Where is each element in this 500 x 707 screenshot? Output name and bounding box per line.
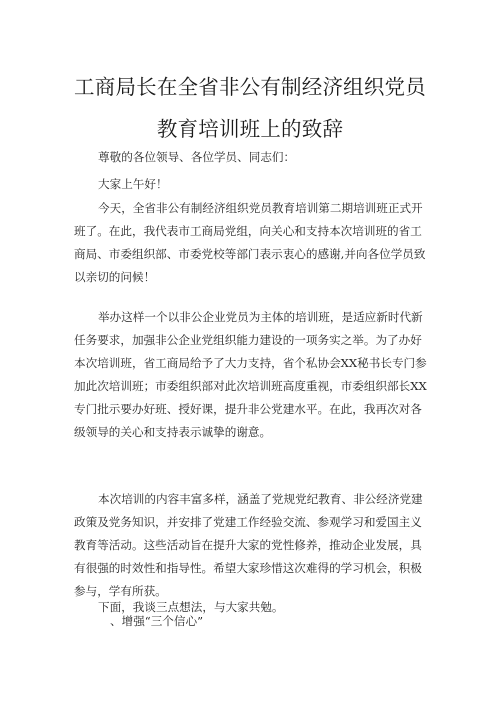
paragraph-line: 以亲切的问候！: [74, 270, 156, 284]
document-title-line-2: 教育培训班上的致辞: [156, 117, 344, 141]
paragraph-1: [74, 197, 434, 289]
paragraph-line: 本次培训的内容丰富多样，涵盖了党规党纪教育、非公经济党建: [98, 492, 423, 506]
paragraph-line: 任务要求，加强非公企业党组织能力建设的一项务实之举。为了办好: [74, 333, 422, 347]
paragraph-line: 班了。在此，我代表市工商局党组，向关心和支持本次培训班的省工: [74, 224, 422, 238]
paragraph-line: 加此次培训班；市委组织部对此次培训班高度重视，市委组织部长XX: [74, 379, 427, 393]
paragraph-line: 参与，学有所获。: [74, 584, 167, 598]
greeting: 大家上午好！: [98, 177, 168, 191]
paragraph-3: [74, 488, 434, 603]
paragraph-line: 商局、市委组织部、市委党校等部门表示衷心的感谢,并向各位学员致: [74, 247, 426, 261]
document-title-line-1: 工商局长在全省非公有制经济组织党员: [74, 75, 426, 99]
paragraph-line: 有很强的时效性和指导性。希望大家珍惜这次难得的学习机会，积极: [74, 561, 422, 575]
paragraph-line: 今天，全省非公有制经济组织党员教育培训第二期培训班正式开: [98, 201, 423, 215]
paragraph-line: 专门批示要办好班、授好课，提升非公党建水平。在此，我再次对各: [74, 402, 422, 416]
paragraph-line: 政策及党务知识，并安排了党建工作经验交流、参观学习和爱国主义: [74, 515, 422, 529]
section-heading-1: 、增强“三个信心”: [110, 614, 204, 628]
paragraph-line: 举办这样一个以非公企业党员为主体的培训班，是适应新时代新: [98, 310, 423, 324]
paragraph-line: 本次培训班，省工商局给予了大力支持，省个私协会XX秘书长专门参: [74, 356, 427, 370]
salutation: 尊敬的各位领导、各位学员、同志们：: [98, 150, 296, 164]
closing-statement: 下面，我谈三点想法，与大家共勉。: [98, 600, 284, 614]
paragraph-line: 教育等活动。这些活动旨在提升大家的党性修养，推动企业发展，具: [74, 538, 422, 552]
paragraph-line: 级领导的关心和支持表示诚挚的谢意。: [74, 425, 272, 439]
paragraph-2: [74, 306, 434, 444]
